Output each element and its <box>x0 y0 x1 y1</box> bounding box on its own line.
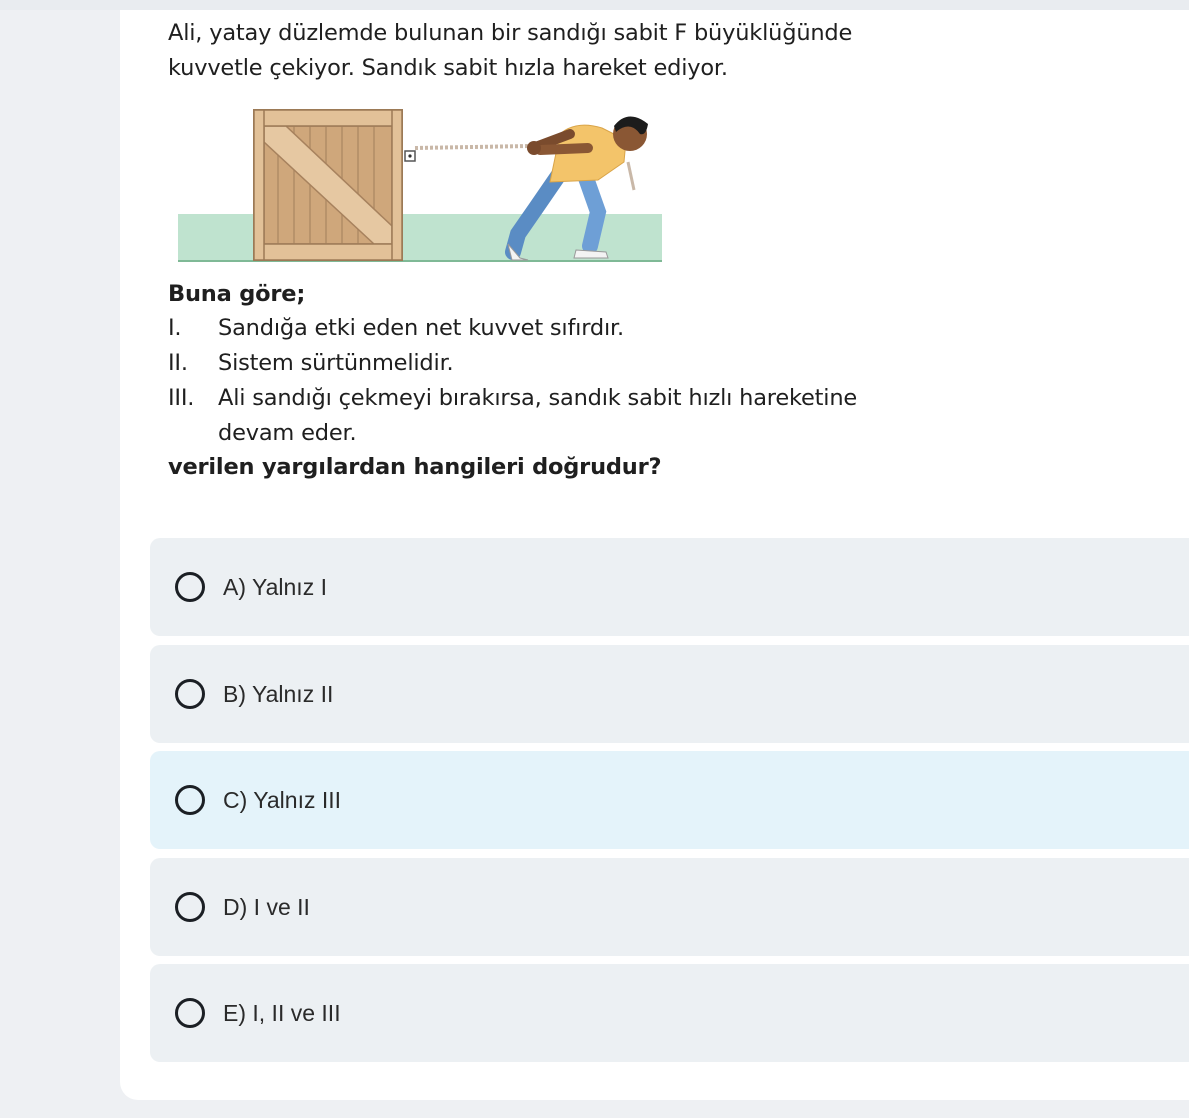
rope <box>415 146 530 148</box>
statement-1 <box>168 311 928 346</box>
answer-option-label: A) Yalnız I <box>223 573 327 600</box>
statement-text: Sandığa etki eden net kuvvet sıfırdır. <box>218 315 624 341</box>
question-line-1: Ali, yatay düzlemde bulunan bir sandığı sabit F büyüklüğünde <box>168 20 853 46</box>
top-strip <box>0 0 1189 10</box>
answer-option-label: B) Yalnız II <box>223 680 334 707</box>
radio-circle-icon[interactable] <box>175 572 205 602</box>
statement-number: II. <box>168 350 188 376</box>
statements-list <box>168 311 928 451</box>
statement-text: Sistem sürtünmelidir. <box>218 350 454 376</box>
statement-text: Ali sandığı çekmeyi bırakırsa, sandık sabit hızlı hareketine devam eder. <box>218 385 858 446</box>
statement-number: I. <box>168 315 182 341</box>
answer-option-a[interactable] <box>150 538 1189 636</box>
answer-option-e[interactable] <box>150 964 1189 1062</box>
radio-circle-icon[interactable] <box>175 785 205 815</box>
question-prompt: verilen yargılardan hangileri doğrudur? <box>168 454 662 480</box>
answer-option-c[interactable] <box>150 751 1189 849</box>
question-text <box>168 16 928 86</box>
statement-3 <box>168 381 928 451</box>
radio-circle-icon[interactable] <box>175 892 205 922</box>
statement-2 <box>168 346 928 381</box>
answer-option-label: D) I ve II <box>223 893 310 920</box>
question-line-2: kuvvetle çekiyor. Sandık sabit hızla hareket ediyor. <box>168 55 728 81</box>
answer-option-label: C) Yalnız III <box>223 786 342 813</box>
radio-circle-icon[interactable] <box>175 679 205 709</box>
question-illustration <box>178 104 662 266</box>
radio-circle-icon[interactable] <box>175 998 205 1028</box>
answer-option-b[interactable] <box>150 645 1189 743</box>
answer-option-d[interactable] <box>150 858 1189 956</box>
statements-intro: Buna göre; <box>168 281 306 307</box>
answer-option-label: E) I, II ve III <box>223 999 341 1026</box>
crate <box>254 110 402 260</box>
statement-number: III. <box>168 385 195 411</box>
